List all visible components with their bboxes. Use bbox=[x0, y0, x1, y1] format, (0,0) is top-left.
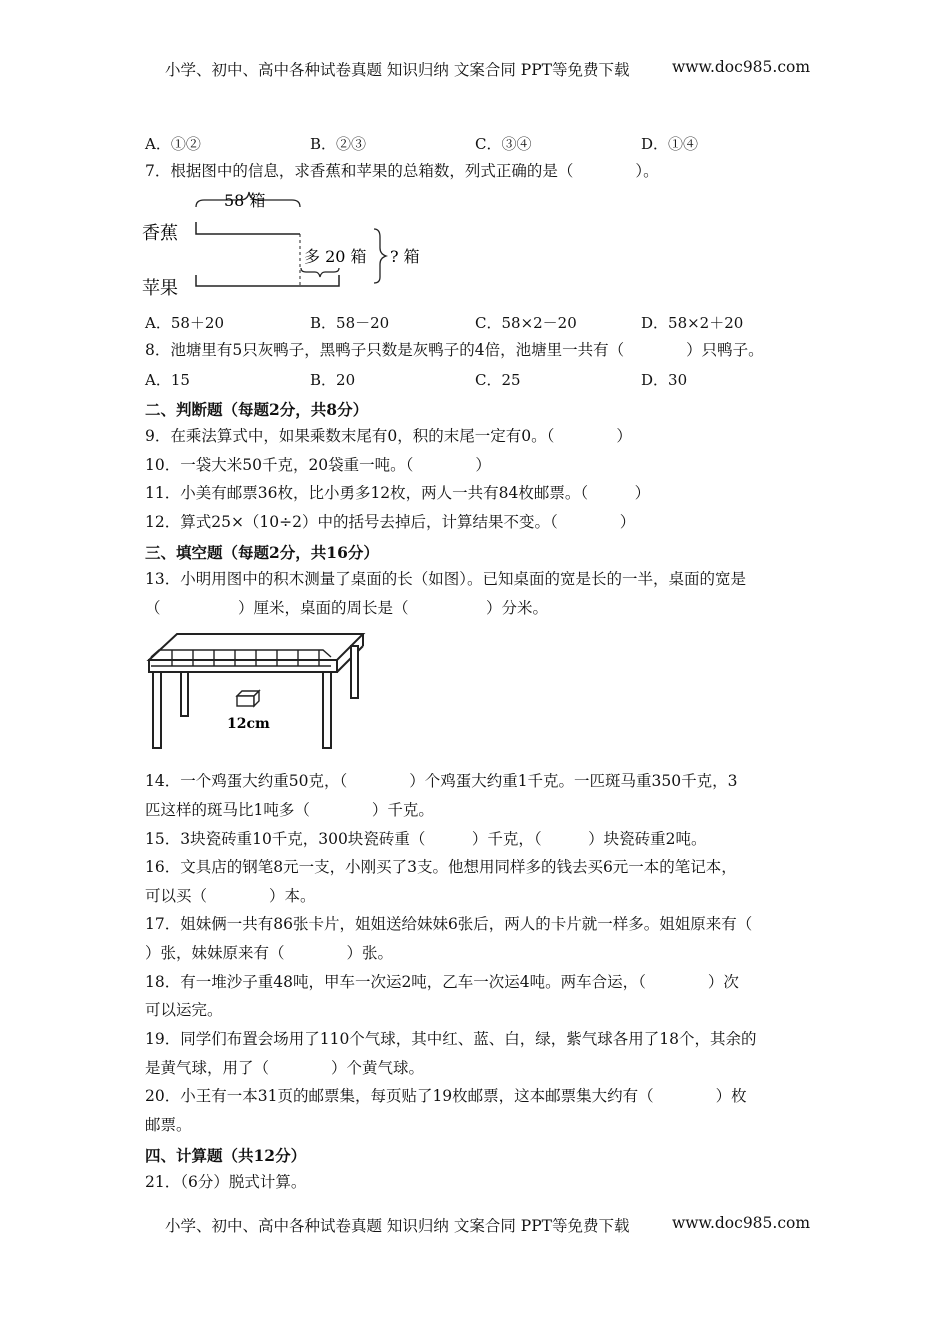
q14-line-2: 匹这样的斑马比1吨多（ ）千克。 bbox=[145, 801, 434, 819]
q18-line-1: 18．有一堆沙子重48吨，甲车一次运2吨，乙车一次运4吨。两车合运，（ ）次 bbox=[145, 973, 739, 991]
q7-stem: 7．根据图中的信息，求香蕉和苹果的总箱数，列式正确的是（ ）。 bbox=[145, 162, 659, 180]
q8-option-a: A．15 bbox=[145, 371, 190, 389]
q16-line-2: 可以买（ ）本。 bbox=[145, 887, 316, 905]
banana-boxes-label: 58 箱 bbox=[224, 191, 266, 210]
q17-line-2: ）张，妹妹原来有（ ）张。 bbox=[145, 944, 394, 962]
page-footer-url[interactable]: www.doc985.com bbox=[672, 1214, 811, 1232]
q15: 15．3块瓷砖重10千克，300块瓷砖重（ ）千克，（ ）块瓷砖重2吨。 bbox=[145, 830, 707, 848]
page-header-url[interactable]: www.doc985.com bbox=[672, 58, 811, 76]
banana-bar bbox=[196, 222, 300, 234]
q20-line-2: 邮票。 bbox=[145, 1116, 192, 1134]
q6-option-b: B．②③ bbox=[310, 135, 367, 153]
table-leg-front-right bbox=[323, 672, 331, 748]
q7-line-diagram bbox=[140, 182, 440, 302]
q17-line-1: 17．姐妹俩一共有86张卡片，姐姐送给妹妹6张后，两人的卡片就一样多。姐姐原来有（ bbox=[145, 915, 753, 933]
section2-title: 二、判断题（每题2分，共8分） bbox=[145, 400, 369, 419]
banana-label: 香蕉 bbox=[142, 223, 178, 244]
q19-line-1: 19．同学们布置会场用了110个气球，其中红、蓝、白，绿，紫气球各用了18个，其余的 bbox=[145, 1030, 757, 1048]
q18-line-2: 可以运完。 bbox=[145, 1001, 223, 1019]
q8-stem: 8．池塘里有5只灰鸭子，黑鸭子只数是灰鸭子的4倍，池塘里一共有（ ）只鸭子。 bbox=[145, 341, 764, 359]
table-leg-back-right bbox=[351, 646, 358, 698]
q21: 21．（6分）脱式计算。 bbox=[145, 1173, 307, 1191]
q14-line-1: 14．一个鸡蛋大约重50克，（ ）个鸡蛋大约重1千克。一匹斑马重350千克，3 bbox=[145, 772, 738, 790]
q16-line-1: 16．文具店的钢笔8元一支，小刚买了3支。他想用同样多的钱去买6元一本的笔记本， bbox=[145, 858, 737, 876]
page-footer-text: 小学、初中、高中各种试卷真题 知识归纳 文案合同 PPT等免费下载 bbox=[165, 1217, 630, 1235]
q11: 11．小美有邮票36枚，比小勇多12枚，两人一共有84枚邮票。（ ） bbox=[145, 484, 651, 502]
apple-bar bbox=[196, 275, 339, 286]
single-block bbox=[237, 691, 259, 706]
q20-line-1: 20．小王有一本31页的邮票集，每页贴了19枚邮票，这本邮票集大约有（ ）枚 bbox=[145, 1087, 747, 1105]
more-label: 多 20 箱 bbox=[304, 247, 367, 266]
q6-option-d: D．①④ bbox=[641, 135, 699, 153]
block-size-label: 12cm bbox=[227, 716, 270, 732]
q7-option-c: C．58×2－20 bbox=[475, 314, 577, 332]
page-header-text: 小学、初中、高中各种试卷真题 知识归纳 文案合同 PPT等免费下载 bbox=[165, 61, 630, 79]
extra-brace bbox=[301, 268, 339, 277]
q7-option-a: A．58＋20 bbox=[145, 314, 225, 332]
q6-option-a: A．①② bbox=[145, 135, 201, 153]
q7-option-d: D．58×2＋20 bbox=[641, 314, 744, 332]
q6-option-c: C．③④ bbox=[475, 135, 532, 153]
q9: 9．在乘法算式中，如果乘数末尾有0，积的末尾一定有0。（ ） bbox=[145, 427, 632, 445]
table-figure bbox=[145, 630, 370, 755]
apple-label: 苹果 bbox=[142, 278, 178, 299]
section4-title: 四、计算题（共12分） bbox=[145, 1146, 307, 1165]
q10: 10．一袋大米50千克，20袋重一吨。（ ） bbox=[145, 456, 491, 474]
q13-line-1: 13．小明用图中的积木测量了桌面的长（如图）。已知桌面的宽是长的一半，桌面的宽是 bbox=[145, 570, 746, 588]
total-brace bbox=[374, 229, 386, 283]
q7-option-b: B．58－20 bbox=[310, 314, 390, 332]
q8-option-b: B．20 bbox=[310, 371, 356, 389]
q8-option-d: D．30 bbox=[641, 371, 688, 389]
q19-line-2: 是黄气球，用了（ ）个黄气球。 bbox=[145, 1059, 425, 1077]
q8-option-c: C．25 bbox=[475, 371, 521, 389]
section3-title: 三、填空题（每题2分，共16分） bbox=[145, 543, 379, 562]
table-leg-front-left bbox=[153, 672, 161, 748]
q13-line-2: （ ）厘米，桌面的周长是（ ）分米。 bbox=[145, 599, 549, 617]
q12: 12．算式25×（10÷2）中的括号去掉后，计算结果不变。（ ） bbox=[145, 513, 636, 531]
table-leg-back-left bbox=[181, 672, 188, 716]
total-label: ? 箱 bbox=[390, 247, 420, 266]
